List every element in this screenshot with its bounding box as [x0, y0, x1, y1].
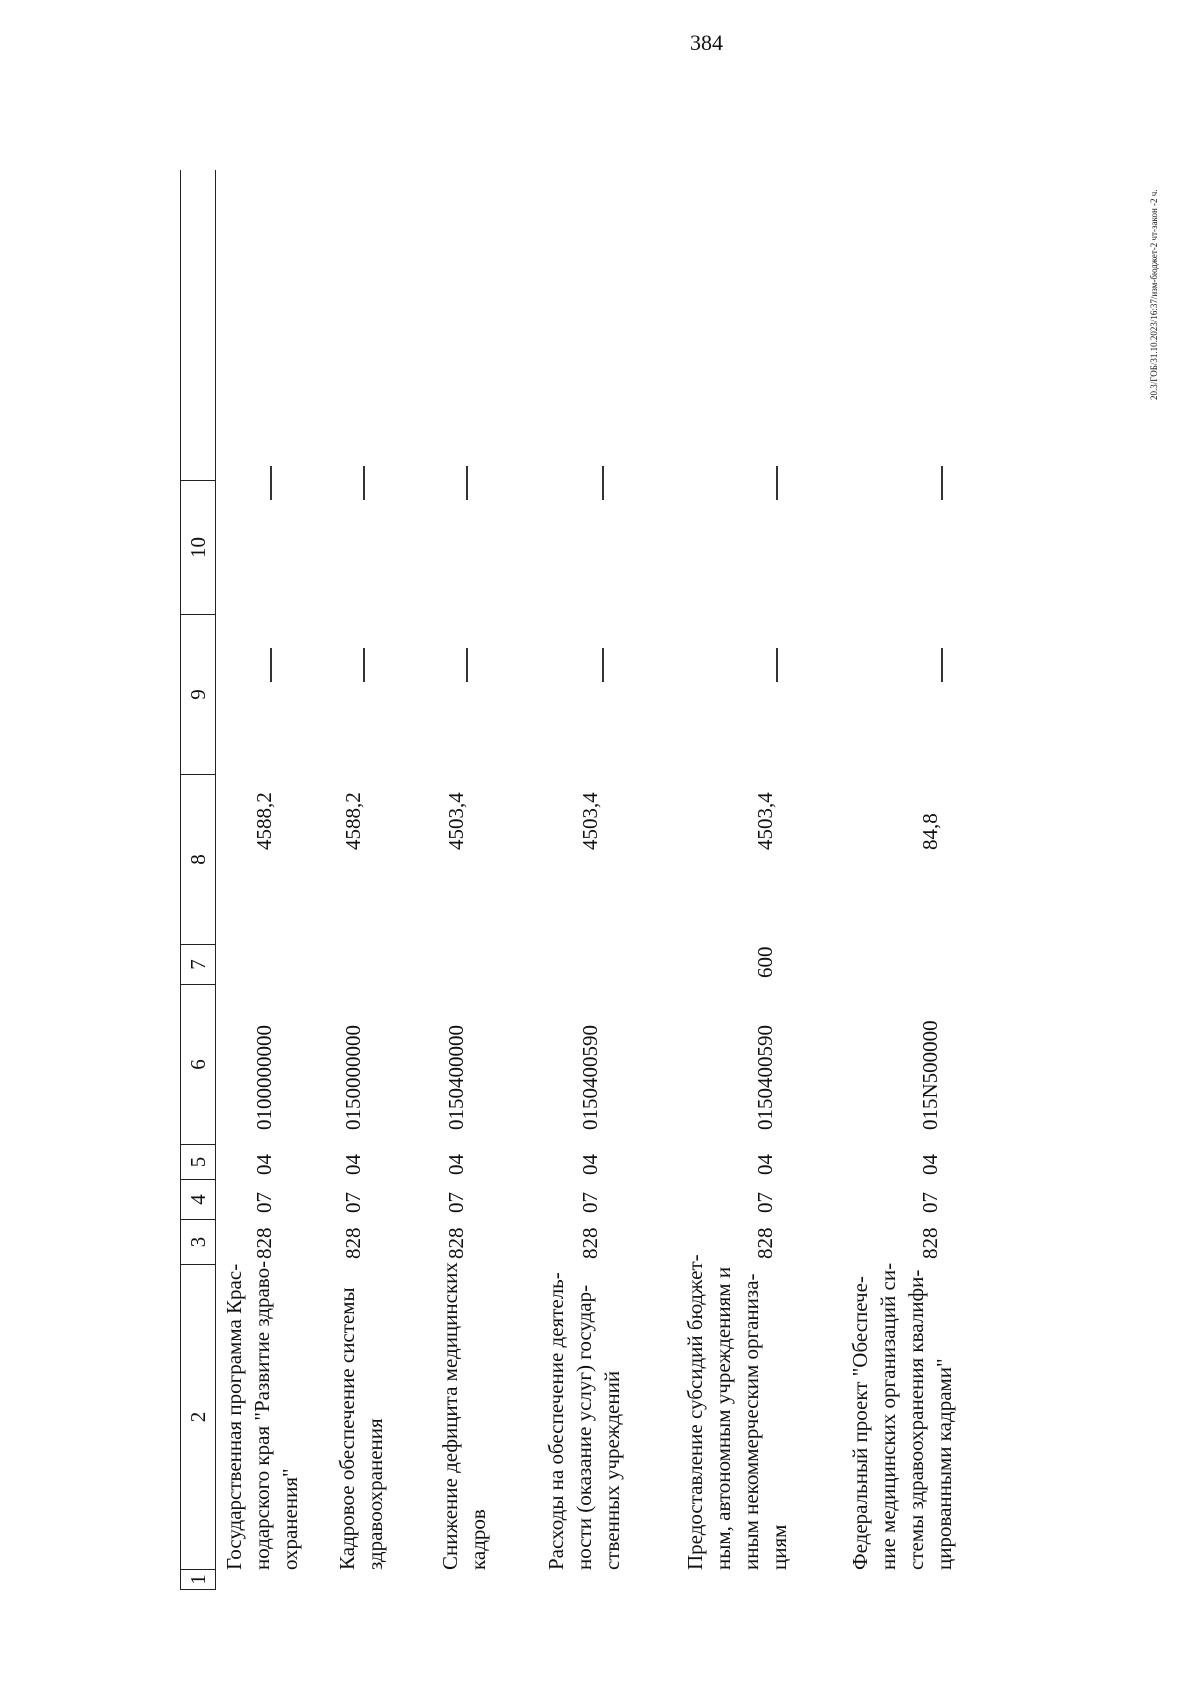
row-name-line: стемы здравоохранения квалифи-	[904, 1269, 928, 1570]
cell-col10-empty	[941, 466, 943, 500]
cell-col10-empty	[363, 466, 365, 500]
row-name-line: ности (оказание услуг) государ-	[572, 1284, 596, 1570]
cell-col9-empty	[941, 648, 943, 682]
row-name	[333, 1265, 389, 1570]
cell-admin-code: 828	[578, 1227, 602, 1259]
cell-admin-code: 828	[753, 1227, 777, 1259]
cell-amount: 4588,2	[252, 792, 276, 850]
cell-target-code: 0150400590	[578, 1025, 602, 1130]
cell-col10-empty	[270, 466, 272, 500]
cell-col9-empty	[466, 648, 468, 682]
cell-subsection: 04	[578, 1154, 602, 1175]
cell-target-code: 0150400000	[444, 1025, 468, 1130]
row-name	[542, 1265, 626, 1570]
cell-col9-empty	[270, 648, 272, 682]
row-name-line: Кадровое обеспечение системы	[335, 1287, 359, 1570]
budget-table	[180, 170, 1060, 1590]
table-row	[681, 170, 799, 1590]
table-row	[333, 170, 401, 1590]
cell-col10-empty	[602, 466, 604, 500]
document-id-note	[1148, 80, 1160, 400]
row-name	[846, 1262, 958, 1570]
row-name	[436, 1262, 492, 1570]
header-col-9: 9	[181, 615, 215, 775]
cell-subsection: 04	[341, 1154, 365, 1175]
cell-section: 07	[341, 1192, 365, 1213]
header-col-10: 10	[181, 480, 215, 615]
cell-target-code: 015N500000	[918, 1020, 942, 1130]
row-name-line: Государственная программа Крас-	[222, 1263, 246, 1570]
cell-amount: 4588,2	[341, 792, 365, 850]
row-name-line: Снижение дефицита медицинских	[438, 1262, 462, 1570]
row-name-line: ственных учреждений	[600, 1370, 624, 1570]
row-name-line: охранения"	[278, 1468, 302, 1570]
cell-admin-code: 828	[341, 1227, 365, 1259]
cell-target-code: 0150400590	[753, 1025, 777, 1130]
cell-admin-code: 828	[444, 1227, 468, 1259]
cell-section: 07	[444, 1192, 468, 1213]
cell-amount: 4503,4	[578, 792, 602, 850]
cell-expense-type: 600	[753, 946, 777, 978]
row-name-line: ным, автономным учреждениям и	[711, 1266, 735, 1570]
cell-subsection: 04	[444, 1154, 468, 1175]
cell-amount: 84,8	[918, 813, 942, 850]
cell-col10-empty	[776, 466, 778, 500]
cell-col9-empty	[602, 648, 604, 682]
header-col-2: 2	[181, 1265, 215, 1570]
cell-target-code: 0100000000	[252, 1025, 276, 1130]
row-name-line: нодарского края "Развитие здраво-	[250, 1260, 274, 1570]
row-name-line: здравоохранения	[363, 1418, 387, 1570]
cell-section: 07	[252, 1192, 276, 1213]
table-header	[180, 170, 216, 1590]
table-row	[436, 170, 504, 1590]
document-id-text: 20.3/ГОБ/31.10.2023/16:37/изм-бюджет-2 чт-закон -2 ч.	[1149, 189, 1159, 400]
cell-subsection: 04	[918, 1154, 942, 1175]
table-row	[542, 170, 632, 1590]
header-col-8: 8	[181, 775, 215, 945]
cell-subsection: 04	[753, 1154, 777, 1175]
cell-target-code: 0150000000	[341, 1025, 365, 1130]
row-name-line: иным некоммерческим организа-	[739, 1273, 763, 1570]
row-name-line: циям	[767, 1524, 791, 1570]
header-col-3: 3	[181, 1220, 215, 1265]
cell-col9-empty	[363, 648, 365, 682]
cell-col10-empty	[466, 466, 468, 500]
row-name-line: Расходы на обеспечение деятель-	[544, 1272, 568, 1570]
row-name	[681, 1254, 793, 1570]
row-name-line: Предоставление субсидий бюджет-	[683, 1254, 707, 1570]
table-row	[846, 170, 964, 1590]
cell-amount: 4503,4	[753, 792, 777, 850]
cell-section: 07	[918, 1192, 942, 1213]
header-col-4: 4	[181, 1180, 215, 1220]
header-col-5: 5	[181, 1145, 215, 1180]
header-col-7: 7	[181, 945, 215, 985]
table-row	[220, 170, 310, 1590]
header-col-1: 1	[181, 1570, 215, 1590]
row-name	[220, 1260, 304, 1570]
cell-section: 07	[753, 1192, 777, 1213]
cell-col9-empty	[776, 648, 778, 682]
row-name-line: ние медицинских организаций си-	[876, 1262, 900, 1570]
row-name-line: Федеральный проект "Обеспече-	[848, 1276, 872, 1570]
cell-subsection: 04	[252, 1154, 276, 1175]
row-name-line: цированными кадрами"	[932, 1358, 956, 1570]
page-number: 384	[690, 30, 723, 55]
header-col-6: 6	[181, 985, 215, 1145]
row-name-line: кадров	[466, 1509, 490, 1570]
cell-section: 07	[578, 1192, 602, 1213]
cell-amount: 4503,4	[444, 792, 468, 850]
cell-admin-code: 828	[918, 1227, 942, 1259]
cell-admin-code: 828	[252, 1227, 276, 1259]
